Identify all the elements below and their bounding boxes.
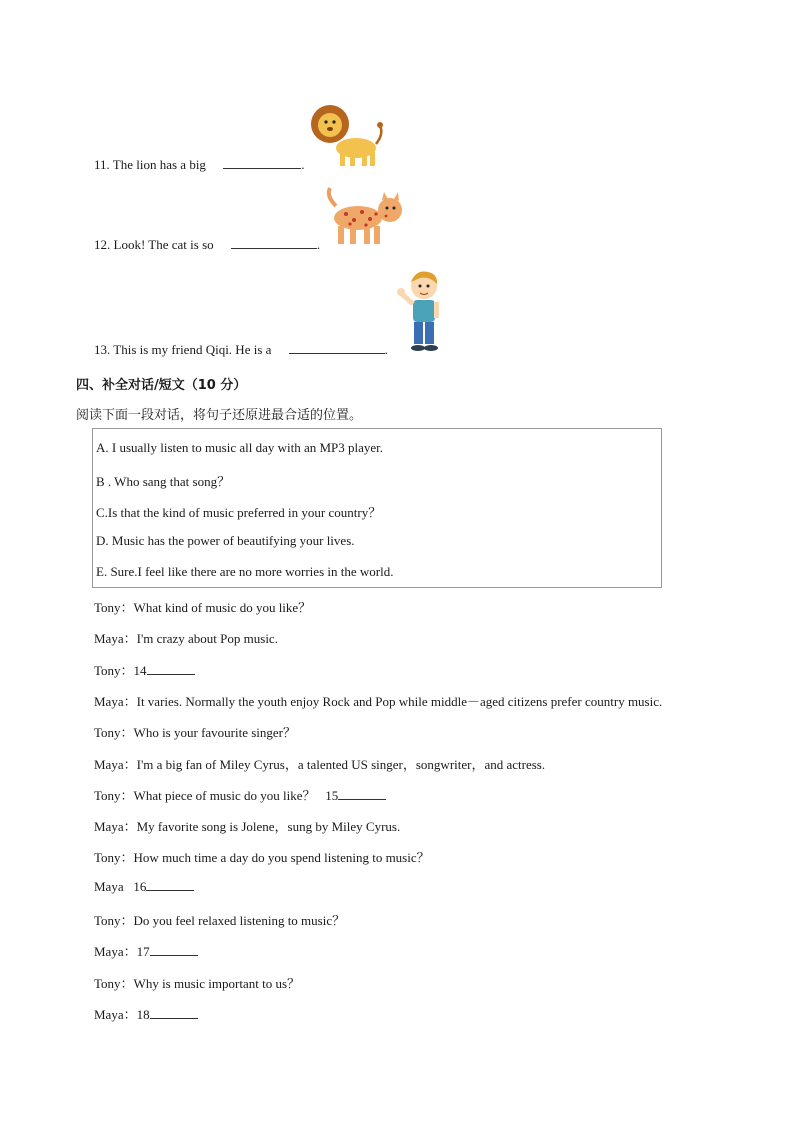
dialogue-line xyxy=(94,628,278,647)
question-11-text: 11. The lion has a big xyxy=(94,157,206,172)
section-heading: 四、补全对话/短文（10 分） xyxy=(76,378,247,393)
answer-blank[interactable] xyxy=(150,1007,198,1019)
dialogue-line xyxy=(94,879,194,895)
dialogue-text: Do you feel relaxed listening to music？ xyxy=(133,913,346,928)
dialogue-speaker: Maya： xyxy=(94,756,137,772)
option-e: E. Sure.I feel like there are no more worries in the world. xyxy=(96,564,394,579)
question-13-period: . xyxy=(384,342,388,357)
dialogue-speaker: Tony： xyxy=(94,850,134,866)
dialogue-text: What kind of music do you like？ xyxy=(133,600,312,615)
dialogue-speaker: Tony： xyxy=(94,662,134,678)
dialogue-line xyxy=(94,754,545,773)
dialogue-text: 14 xyxy=(133,662,147,678)
leopard-image xyxy=(320,186,406,250)
dialogue-speaker: Maya xyxy=(94,878,124,894)
dialogue-text: How much time a day do you spend listening to music？ xyxy=(133,850,430,866)
dialogue-text: It varies. Normally the youth enjoy Rock and Pop while middle－aged citizens prefer country music. xyxy=(136,693,663,709)
question-13-text: 13. This is my friend Qiqi. He is a xyxy=(94,342,272,357)
dialogue-line xyxy=(94,973,300,992)
question-12-text: 12. Look! The cat is so xyxy=(94,237,214,252)
dialogue-text: I'm crazy about Pop music. xyxy=(136,631,278,647)
dialogue-line xyxy=(94,910,345,929)
dialogue-text: 17 xyxy=(136,944,150,960)
option-b: B . Who sang that song？ xyxy=(96,474,231,489)
answer-blank[interactable] xyxy=(338,788,386,800)
boy-image xyxy=(396,266,450,356)
dialogue-speaker: Tony： xyxy=(94,725,134,741)
dialogue-line xyxy=(94,1004,198,1023)
answer-blank[interactable] xyxy=(147,663,195,675)
dialogue-line xyxy=(94,597,311,616)
question-13-blank[interactable] xyxy=(289,341,385,354)
question-12-blank[interactable] xyxy=(231,236,317,249)
question-11-blank[interactable] xyxy=(223,156,301,169)
dialogue-line xyxy=(94,941,198,960)
dialogue-speaker: Maya： xyxy=(94,693,137,709)
dialogue-speaker: Tony： xyxy=(94,600,134,615)
dialogue-speaker: Maya： xyxy=(94,944,137,960)
dialogue-text: I'm a big fan of Miley Cyrus，a talented US singer，songwriter，and actress. xyxy=(136,756,546,772)
question-11-period: . xyxy=(301,157,305,172)
option-c: C.Is that the kind of music preferred in your country？ xyxy=(96,505,382,520)
options-box xyxy=(92,428,662,588)
dialogue-text: 16 xyxy=(123,878,147,894)
dialogue-text: Why is music important to us？ xyxy=(133,975,301,991)
dialogue-text: What piece of music do you like？ 15 xyxy=(133,787,339,803)
dialogue-line xyxy=(94,847,430,866)
dialogue-speaker: Tony： xyxy=(94,975,134,991)
section-instruction: 阅读下面一段对话，将句子还原进最合适的位置。 xyxy=(76,408,363,423)
question-11 xyxy=(94,156,304,173)
answer-blank[interactable] xyxy=(150,944,198,956)
dialogue-speaker: Maya： xyxy=(94,631,137,647)
question-12 xyxy=(94,236,320,253)
question-13 xyxy=(94,341,388,358)
dialogue-speaker: Tony： xyxy=(94,787,134,803)
dialogue-line xyxy=(94,785,386,804)
dialogue-line xyxy=(94,816,400,835)
dialogue-speaker: Tony： xyxy=(94,913,134,928)
dialogue-text: Who is your favourite singer？ xyxy=(133,725,297,741)
lion-image xyxy=(306,100,386,170)
dialogue-line xyxy=(94,691,662,710)
answer-blank[interactable] xyxy=(146,879,194,891)
dialogue-text: 18 xyxy=(136,1006,150,1022)
dialogue-speaker: Maya： xyxy=(94,819,137,835)
option-d: D. Music has the power of beautifying your lives. xyxy=(96,533,355,548)
question-12-period: . xyxy=(316,237,321,252)
dialogue-line xyxy=(94,660,195,679)
option-a: A. I usually listen to music all day with an MP3 player. xyxy=(96,440,384,455)
dialogue-text: My favorite song is Jolene，sung by Miley Cyrus. xyxy=(136,819,401,835)
dialogue-line xyxy=(94,722,296,741)
dialogue-speaker: Maya： xyxy=(94,1006,137,1022)
